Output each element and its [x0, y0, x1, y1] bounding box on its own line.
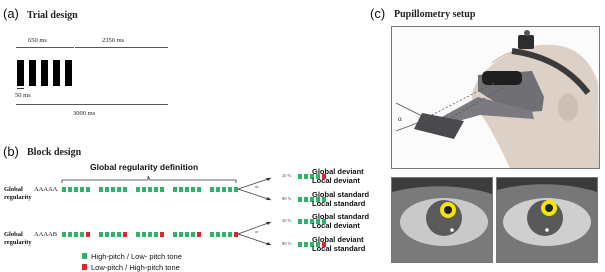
- tone-square-standard: [86, 187, 90, 192]
- tone-square-deviant: [234, 232, 238, 237]
- tone-square-standard: [197, 187, 201, 192]
- arrow-line: [238, 189, 271, 200]
- tone-square-standard: [304, 219, 308, 224]
- tone-square-standard: [191, 187, 195, 192]
- tone-square-standard: [160, 187, 164, 192]
- outcome-3-pct: 20 %: [282, 218, 292, 223]
- tone-square-standard: [99, 232, 103, 237]
- tone-square-standard: [105, 187, 109, 192]
- tone-square-standard: [136, 232, 140, 237]
- tone-square-standard: [185, 187, 189, 192]
- tone-square-standard: [117, 232, 121, 237]
- tone-square-standard: [80, 187, 84, 192]
- outcome-3-line1: Global standard: [312, 212, 370, 221]
- tone-square-standard: [210, 232, 214, 237]
- tone-square-standard: [148, 187, 152, 192]
- tone-square-deviant: [86, 232, 90, 237]
- outcome-4-pct: 80 %: [282, 241, 292, 246]
- outcome-3-line2: Local deviant: [312, 220, 360, 230]
- tone-square-standard: [210, 187, 214, 192]
- headset-top-unit: [518, 35, 534, 49]
- panel-c-label: (c): [370, 6, 386, 21]
- eye-camera-left: [391, 177, 493, 263]
- tone-square-standard: [68, 232, 72, 237]
- tone-square-standard: [142, 187, 146, 192]
- tone-square-standard: [179, 232, 183, 237]
- panel-b-label: (b): [3, 144, 19, 159]
- legend-text-high-low: High-pitch / Low- pitch tone: [91, 252, 182, 261]
- tone-square-standard: [123, 187, 127, 192]
- ear-shape: [558, 93, 578, 121]
- tone-square-standard: [74, 187, 78, 192]
- headset-illustration: [392, 27, 599, 168]
- eye-camera-block: [482, 71, 522, 85]
- right-eye-image: [497, 178, 597, 262]
- label-3000ms: 3000 ms: [73, 110, 96, 117]
- tone-square-standard: [74, 232, 78, 237]
- tone-square-standard: [185, 232, 189, 237]
- outcome-1-line1: Global deviant: [312, 167, 364, 176]
- tone-square-standard: [62, 232, 66, 237]
- tone-square-standard: [80, 232, 84, 237]
- tone-square-standard: [105, 232, 109, 237]
- panel-b-title: Block design: [27, 147, 82, 158]
- headset-photo: [391, 26, 600, 169]
- or-label-1: or: [255, 184, 259, 189]
- legend-swatch-high-low: [82, 253, 87, 259]
- outcome-4-line2: Local standard: [312, 243, 366, 253]
- left-eye-image: [392, 178, 492, 262]
- panel-c-title: Pupillometry setup: [394, 9, 476, 20]
- tone-square-deviant: [197, 232, 201, 237]
- tone-square-standard: [298, 197, 302, 202]
- tone-square-standard: [173, 187, 177, 192]
- tone-square-standard: [222, 232, 226, 237]
- tone-square-standard: [228, 232, 232, 237]
- tone-square-standard: [304, 242, 308, 247]
- tone-square-standard: [111, 232, 115, 237]
- row-2-label: Global regularity: [4, 231, 32, 246]
- label-50ms: 50 ms: [15, 92, 31, 99]
- outcome-1-label: [312, 168, 364, 185]
- definition-brace: [62, 176, 236, 183]
- tone-square-deviant: [160, 232, 164, 237]
- row-2-pattern: AAAAB: [34, 231, 58, 238]
- eye-camera-right: [496, 177, 598, 263]
- outcome-1-pct: 20 %: [282, 173, 292, 178]
- tone-square-standard: [117, 187, 121, 192]
- legend-swatch-low-high: [82, 264, 87, 270]
- tone-square-standard: [173, 232, 177, 237]
- tone-square-standard: [99, 187, 103, 192]
- panel-a-label: (a): [3, 6, 19, 21]
- outcome-3-label: [312, 213, 369, 230]
- outcome-2-pct: 80 %: [282, 196, 292, 201]
- tone-square-standard: [216, 232, 220, 237]
- arrow-line: [238, 234, 271, 245]
- row-1-pattern: AAAAA: [34, 186, 58, 193]
- outcome-2-label: [312, 191, 369, 208]
- tone-square-standard: [111, 187, 115, 192]
- tone-square-standard: [298, 242, 302, 247]
- tone-square-standard: [179, 187, 183, 192]
- tone-square-standard: [298, 174, 302, 179]
- tone-square-deviant: [123, 232, 127, 237]
- outcome-2-line2: Local standard: [312, 198, 366, 208]
- row-1-label: Global regularity: [4, 186, 32, 201]
- tone-square-standard: [68, 187, 72, 192]
- tone-square-standard: [222, 187, 226, 192]
- label-650ms: 650 ms: [28, 37, 47, 44]
- tone-square-standard: [216, 187, 220, 192]
- tone-square-standard: [154, 187, 158, 192]
- tone-square-standard: [304, 174, 308, 179]
- angle-label: α: [398, 115, 402, 123]
- panel-a-title: Trial design: [27, 10, 78, 21]
- or-label-2: or: [255, 229, 259, 234]
- tone-square-standard: [191, 232, 195, 237]
- tone-square-standard: [148, 232, 152, 237]
- tone-square-standard: [154, 232, 158, 237]
- tone-square-standard: [228, 187, 232, 192]
- outcome-1-line2: Local deviant: [312, 175, 360, 185]
- outcome-4-label: [312, 236, 365, 253]
- global-regularity-title: Global regularity definition: [90, 162, 199, 172]
- tone-square-standard: [142, 232, 146, 237]
- tone-square-standard: [62, 187, 66, 192]
- outcome-4-line1: Global deviant: [312, 235, 364, 244]
- tone-square-standard: [234, 187, 238, 192]
- tone-square-standard: [298, 219, 302, 224]
- tone-square-standard: [136, 187, 140, 192]
- tone-square-standard: [304, 197, 308, 202]
- outcome-2-line1: Global standard: [312, 190, 370, 199]
- label-2350ms: 2350 ms: [102, 37, 125, 44]
- legend-text-low-high: Low-pitch / High-pitch tone: [91, 263, 180, 272]
